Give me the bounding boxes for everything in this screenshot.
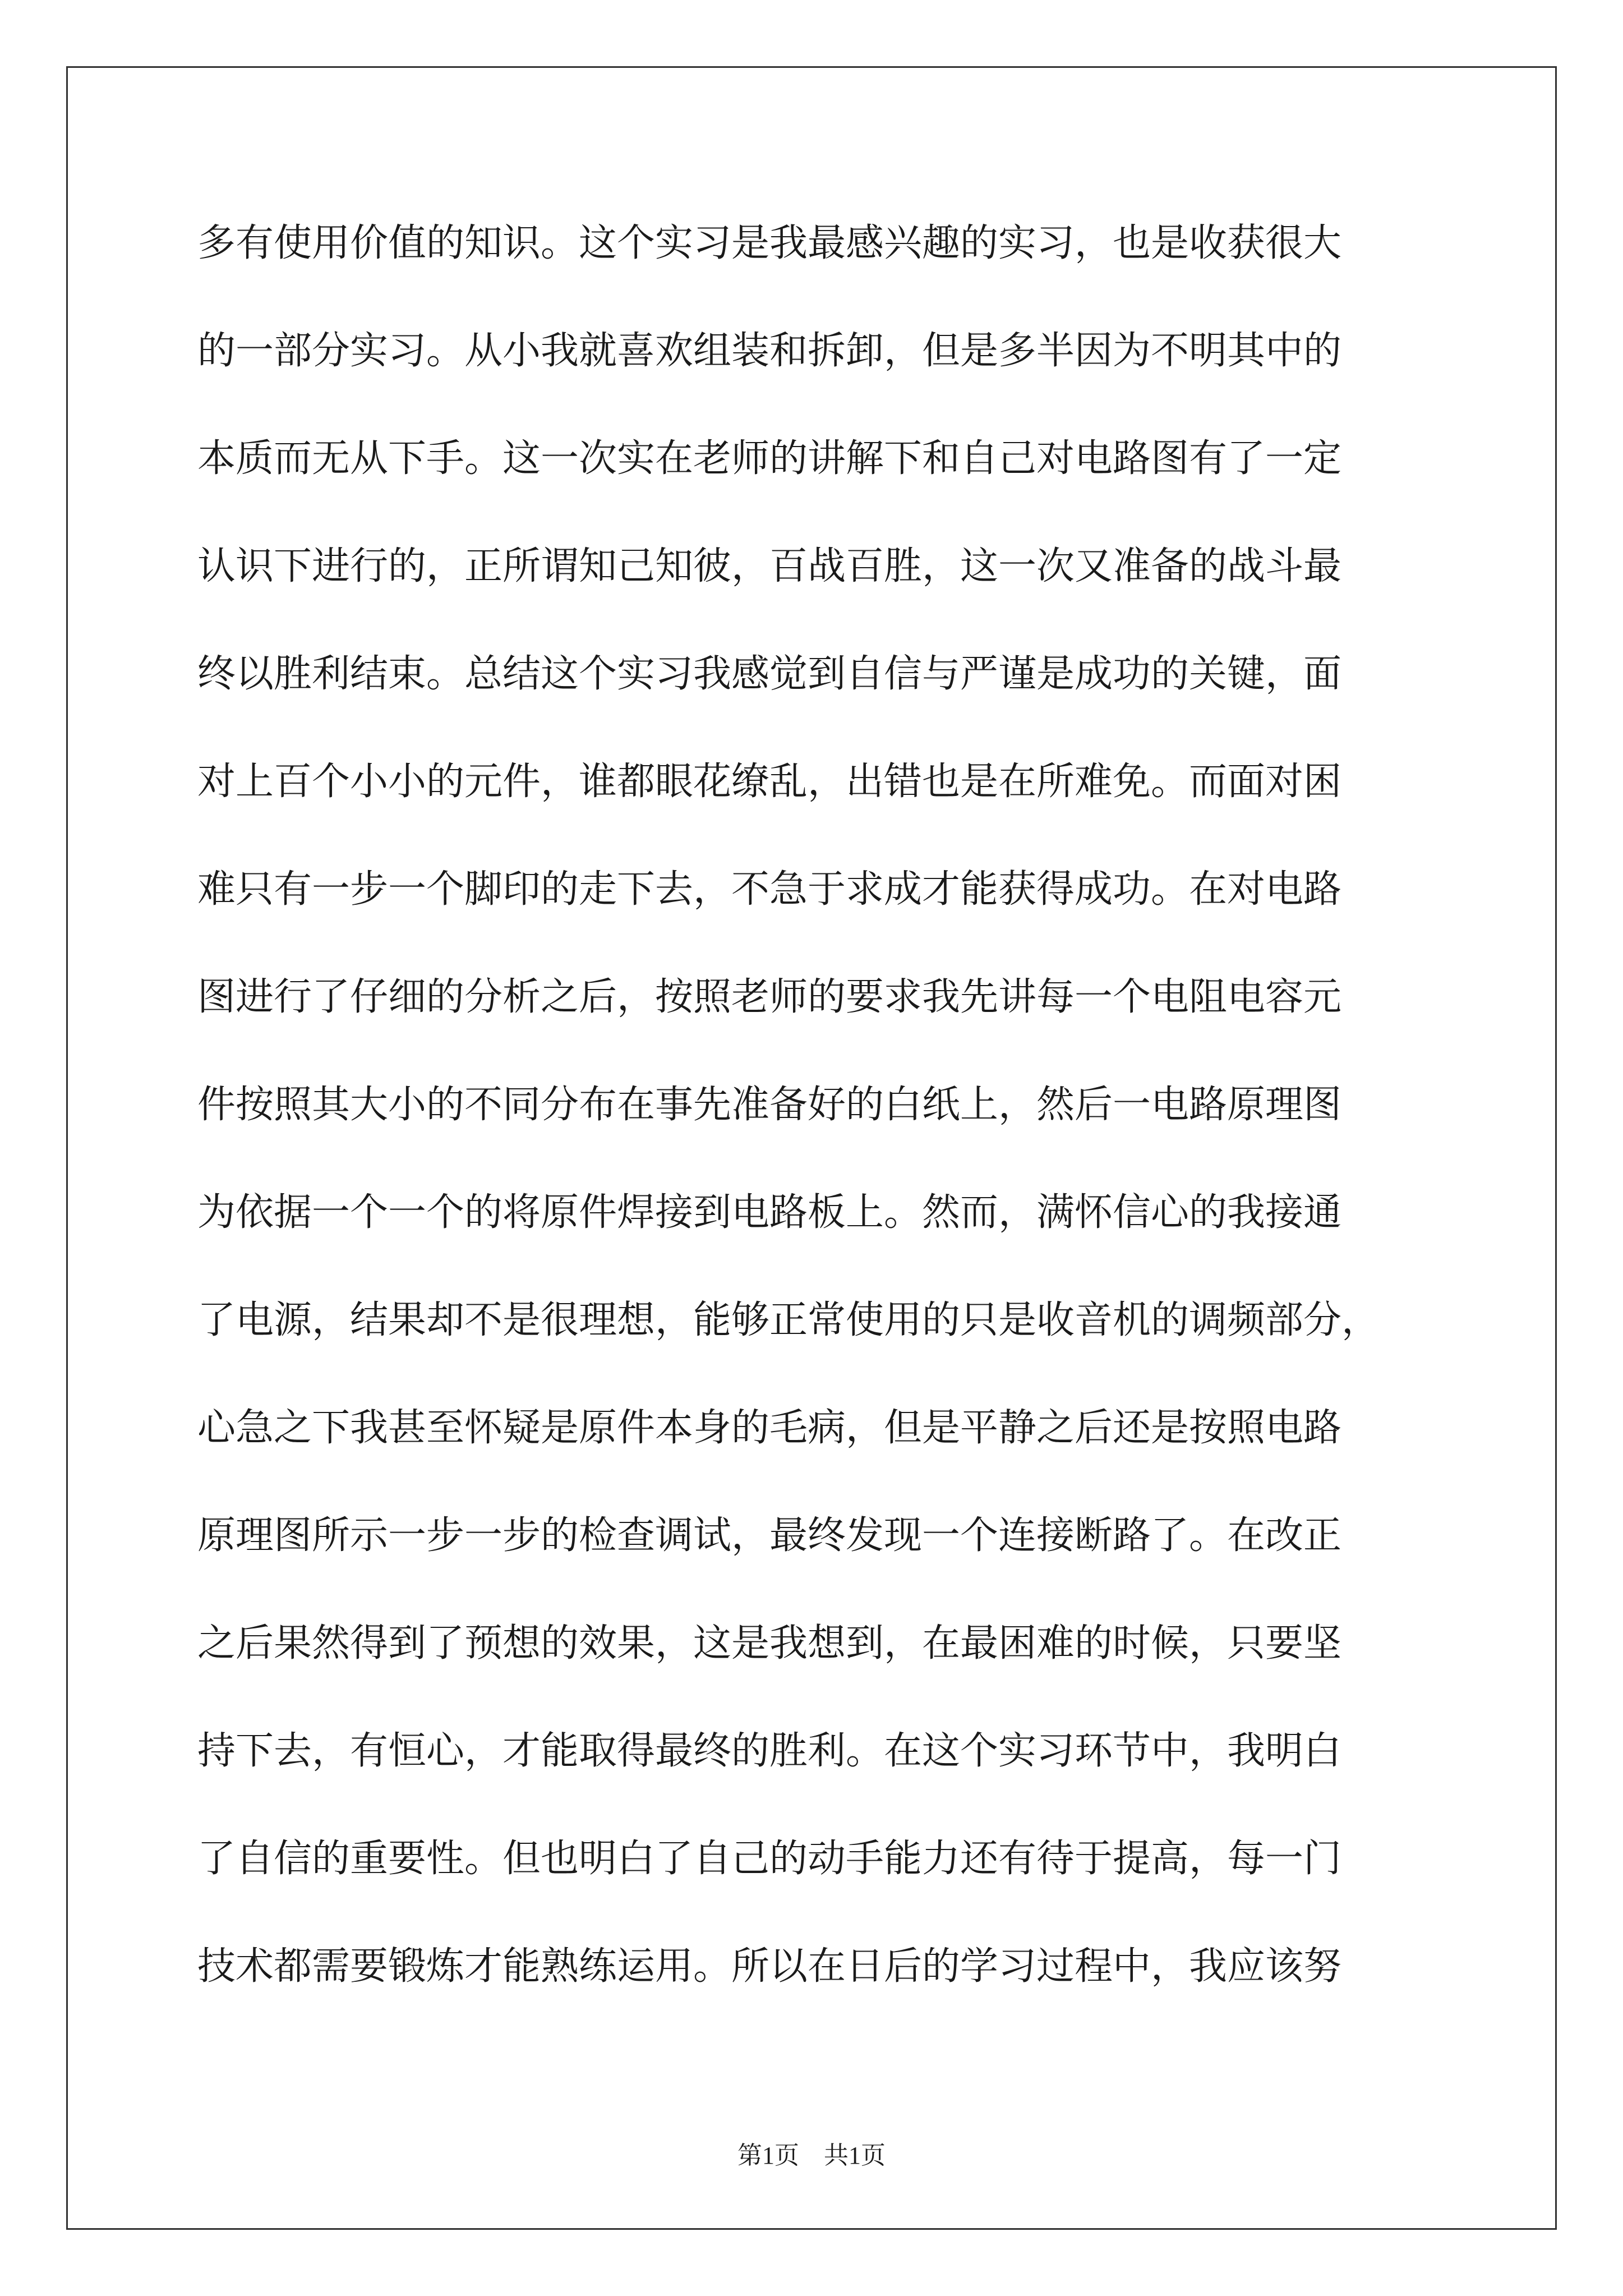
document-body: [197, 210, 1431, 2041]
text-line-17: 技术都需要锻炼才能熟练运用。所以在日后的学习过程中，我应该努: [197, 1944, 1342, 1989]
text-line-5: 终以胜利结束。总结这个实习我感觉到自信与严谨是成功的关键，面: [197, 652, 1342, 696]
text-line-7: 难只有一步一个脚印的走下去，不急于求成才能获得成功。在对电路: [197, 867, 1342, 912]
page-footer: 第1页 共1页: [737, 2142, 886, 2169]
text-line-13: 原理图所示一步一步的检查调试，最终发现一个连接断路了。在改正: [197, 1513, 1342, 1558]
text-line-14: 之后果然得到了预想的效果，这是我想到，在最困难的时候，只要坚: [197, 1621, 1342, 1665]
text-line-16: 了自信的重要性。但也明白了自己的动手能力还有待于提高，每一门: [197, 1837, 1342, 1881]
text-line-4: 认识下进行的，正所谓知己知彼，百战百胜，这一次又准备的战斗最: [197, 544, 1342, 588]
text-line-9: 件按照其大小的不同分布在事先准备好的白纸上，然后一电路原理图: [197, 1083, 1342, 1127]
text-line-11: 了电源，结果却不是很理想，能够正常使用的只是收音机的调频部分，: [197, 1298, 1380, 1342]
text-line-3: 本质而无从下手。这一次实在老师的讲解下和自己对电路图有了一定: [197, 436, 1342, 481]
text-line-6: 对上百个小小的元件，谁都眼花缭乱，出错也是在所难免。而面对困: [197, 760, 1342, 804]
text-line-12: 心急之下我甚至怀疑是原件本身的毛病，但是平静之后还是按照电路: [197, 1406, 1342, 1450]
text-line-8: 图进行了仔细的分析之后，按照老师的要求我先讲每一个电阻电容元: [197, 975, 1342, 1019]
text-line-1: 多有使用价值的知识。这个实习是我最感兴趣的实习，也是收获很大: [197, 221, 1342, 265]
text-line-2: 的一部分实习。从小我就喜欢组装和拆卸，但是多半因为不明其中的: [197, 329, 1342, 373]
text-line-15: 持下去，有恒心，才能取得最终的胜利。在这个实习环节中，我明白: [197, 1729, 1342, 1773]
text-line-10: 为依据一个一个的将原件焊接到电路板上。然而，满怀信心的我接通: [197, 1190, 1342, 1235]
